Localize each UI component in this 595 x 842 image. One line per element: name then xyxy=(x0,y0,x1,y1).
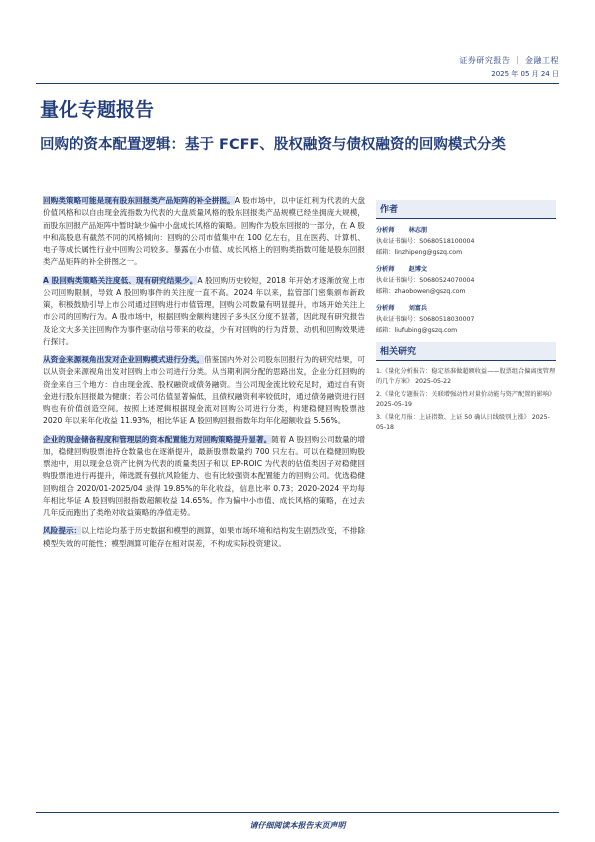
paragraph-text: A 股回购历史较短，2018 年开始才逐渐放宽上市公司回购限制，导致 A 股回购事件的关注度一直不高。2024 年以来，监管部门密集颁布新政策，积极鼓励引导上市公司通过回购进行市值管理，回购公司数量有明显提升，市场开始关注上市公司的回购行为。A 股市场中，根据回购金额构建因子多头区分度不显著，因此现有研究报告及论文大多关注回购作为事件驱动信号带来的收益，少有对回购的行为背景、动机和回购效果进行探讨。 xyxy=(43,275,365,346)
paragraph-text: 以上结论均基于历史数据和模型的测算，如果市场环境和结构发生剧烈改变，不排除模型失效的可能性；模型测算可能存在相对误差，不构成实际投资建议。 xyxy=(43,526,365,548)
related-title: 2.《量化专题报告：关联增强动性对量价动能与资产配置的影响》 xyxy=(376,391,556,398)
author-email[interactable]: 邮箱：liufubing@gszq.com xyxy=(376,327,458,334)
paragraph xyxy=(43,354,365,428)
header-right xyxy=(459,55,559,79)
author-role: 分析师 xyxy=(376,227,395,234)
author-name: 刘富兵 xyxy=(408,305,428,312)
author-cert: 执业证书编号：S0680518030007 xyxy=(376,316,475,323)
author-block xyxy=(376,303,556,335)
paragraph xyxy=(43,434,365,520)
related-date: 2025-05-19 xyxy=(376,401,412,408)
related-item[interactable] xyxy=(376,367,556,387)
main-text xyxy=(43,195,365,556)
paragraph-highlight: 从资金来源视角出发对企业回购模式进行分类。 xyxy=(43,355,205,364)
paragraph-text: 借鉴国内外对公司股东回报行为的研究结果，可以从资金来源视角出发对回购上市公司进行分类。从当期利润分配的思路出发，企业分红回购的资金来自三个地方：自由现金流、股权融资或债务融资。当公司现金流比较充足时，通过自有资金进行股东回报最为健康；若公司估值显著偏低，且债权融资利率较低时，通过债务融资进行回购也有价值创造空间。按照上述逻辑根据现金流对回购公司进行分类，构建稳健回购股票池 2020 年以来年化收益 11.93%，相比华证 A 股回购回报指数年均年化超额收益 5.56%。 xyxy=(43,355,366,426)
report-type: 量化专题报告 xyxy=(40,99,155,121)
related-item[interactable] xyxy=(376,390,556,410)
footer-disclaimer: 请仔细阅读本报告末页声明 xyxy=(249,821,346,830)
header-divider xyxy=(36,83,559,84)
report-date: 2025 年 05 月 24 日 xyxy=(491,70,559,78)
paragraph-highlight: 回购类策略可能是现有股东回报类产品矩阵的补全拼图。 xyxy=(43,196,235,205)
author-role: 分析师 xyxy=(376,266,395,273)
paragraph-text: 随着 A 股回购公司数量的增加，稳健回购股票池持仓数量也在逐渐提升，最新股票数量约 700 只左右。可以在稳健回购股票池中，用以现金总资产比例为代表的质量类因子和以 EP-ROIC 为代表的估值类因子对稳健回购股票池进行再提升，筛选既有强抗风险能力、也有比较强资本配置能力的回购公司。优选稳健回购组合 2020/01-2025/04 录得 19.85%的年化收益，信息比率 0.73；2020-2024 平均每年相比华证 A 股回购回报指数超额收益 14.65%。作为偏中小市值、成长风格的策略，在过去几年反而跑出了类绝对收益策略的净值走势。 xyxy=(43,434,365,517)
related-title: 1.《量化分析报告：稳定基准做超额收益——股票组合偏离度管理的几个方案》 xyxy=(376,368,556,385)
paragraph-text: A 股市场中，以中证红利为代表的大盘价值风格和以自由现金流指数为代表的大盘质量风格的股东回报类产品规模已经坐拥庞大规模，而股东回报产品矩阵中暂时缺少偏中小盘成长风格的策略。回购作为股东回报的一部分，在 A 股中和高股息有截然不同的风格倾向：回购的公司市值集中在 100 亿左右，且在医药、计算机、电子等成长属性行业中回购公司较多。暴露在小市值、成长风格上的回购类指数可能是股东回报类产品矩阵的补全拼图之一。 xyxy=(43,196,365,267)
author-row xyxy=(376,303,556,312)
author-email[interactable]: 邮箱：linzhipeng@gszq.com xyxy=(376,249,463,256)
related-list xyxy=(376,367,556,433)
author-email[interactable]: 邮箱：zhaobowen@gszq.com xyxy=(376,288,466,295)
paragraph-highlight: 风险提示： xyxy=(43,526,82,536)
author-name: 林志朋 xyxy=(408,227,428,234)
paragraph-highlight: A 股回购类策略关注度低、现有研究结果少。 xyxy=(43,275,198,285)
author-row xyxy=(376,225,556,234)
paragraph xyxy=(43,275,365,349)
related-date: 2025-05-22 xyxy=(415,378,452,385)
related-date: 2025-05-18 xyxy=(376,414,550,431)
related-title: 3.《量化月报：上证指数、上证 50 确认日线级别上涨》 xyxy=(376,414,530,421)
report-category: 证券研究报告 ｜ 金融工程 xyxy=(459,56,559,65)
author-block xyxy=(376,264,556,296)
authors-heading: 作者 xyxy=(376,200,556,219)
paragraph xyxy=(43,195,365,269)
paragraph-highlight: 企业的现金储备程度和管理层的资本配置能力对回购策略提升显著。 xyxy=(43,434,272,444)
author-name: 赵博文 xyxy=(408,266,428,273)
author-cert: 执业证书编号：S0680524070004 xyxy=(376,277,475,284)
sidebar xyxy=(376,200,556,436)
author-cert: 执业证书编号：S0680518100004 xyxy=(376,238,475,245)
related-item[interactable] xyxy=(376,413,556,433)
related-heading: 相关研究 xyxy=(376,342,556,361)
footer-divider xyxy=(36,812,559,813)
author-role: 分析师 xyxy=(376,305,395,312)
report-title: 回购的资本配置逻辑：基于 FCFF、股权融资与债权融资的回购模式分类 xyxy=(40,137,506,153)
author-block xyxy=(376,225,556,257)
author-row xyxy=(376,264,556,273)
risk-warning xyxy=(43,525,365,550)
